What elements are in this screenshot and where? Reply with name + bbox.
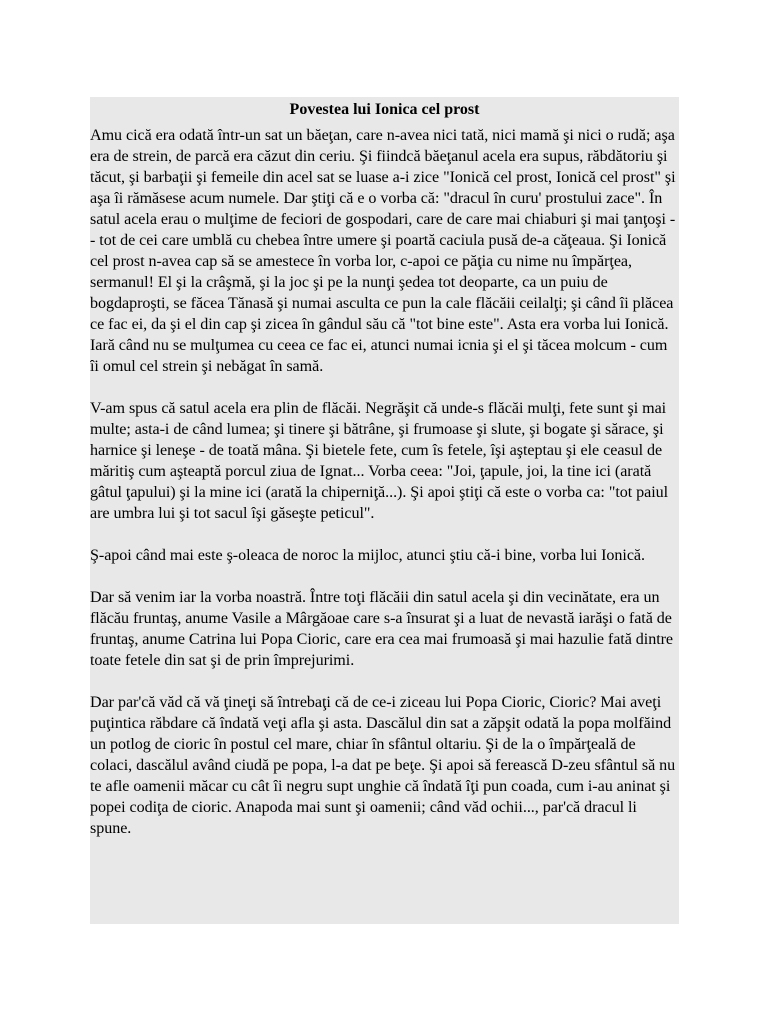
paragraph-5: Dar par'că văd că vă ţineţi să întrebaţi că de ce-i ziceau lui Popa Cioric, Cioric? Mai aveţi puţintica răbdare că îndată veţi afla şi asta. Dascălul din sat a zăpşit odată la popa molfăind un potlog de cioric în postul cel mare, chiar în sfântul oltariu. Şi de la o împărţeală de colaci, dascălul având ciudă pe popa, l-a dat pe beţe. Şi apoi să ferească D-zeu sfântul să nu te afle oamenii măcar cu cât îi negru supt unghie că îndată îţi pun coada, cum i-au aninat şi popei codiţa de cioric. Anapoda mai sunt şi oamenii; când văd ochii..., par'că dracul li spune. [90, 694, 676, 837]
document-page [90, 97, 679, 924]
paragraph-4: Dar să venim iar la vorba noastră. Între toţi flăcăii din satul acela şi din vecinătate, era un flăcău fruntaş, anume Vasile a Mârgăoae care s-a însurat şi a luat de nevastă iarăşi o fată de fruntaş, anume Catrina lui Popa Cioric, care era cea mai frumoasă şi mai hazulie fată dintre toate fetele din sat şi de prin împrejurimi. [90, 589, 674, 669]
paragraph-2: V-am spus că satul acela era plin de flăcăi. Negrăşit că unde-s flăcăi mulţi, fete sunt şi mai multe; asta-i de când lumea; şi tinere şi bătrâne, şi frumoase şi slute, şi bogate şi sărace, şi harnice şi leneşe - de toată mâna. Şi bietele fete, cum îs fetele, îşi aşteptau şi ele ceasul de măritiş cum aşteaptă porcul ziua de Ignat... Vorba ceea: "Joi, ţapule, joi, la tine ici (arată gâtul ţapului) şi la mine ici (arată la chiperniţă...). Şi apoi ştiţi că este o vorba ca: "tot paiul are umbra lui şi tot sacul îşi găseşte peticul". [90, 400, 669, 522]
document-title: Povestea lui Ionica cel prost [289, 101, 480, 118]
paragraph-3: Ş-apoi când mai este ş-oleaca de noroc la mijloc, atunci ştiu că-i bine, vorba lui Ionică. [90, 547, 646, 564]
paragraph-1: Amu cică era odată într-un sat un băeţan, care n-avea nici tată, nici mamă şi nici o rudă; aşa era de strein, de parcă era căzut din ceriu. Şi fiindcă băeţanul acela era supus, răbdătoriu şi tăcut, şi barbaţii şi femeile din acel sat se luase a-i zice "Ionică cel prost, Ionică cel prost" şi aşa îi rămăsese acum numele. Dar ştiţi că e o vorba că: "dracul în curu' prostului zace". În satul acela erau o mulţime de feciori de gospodari, care de care mai chiaburi şi mai ţanţoşi -- tot de cei care umblă cu chebea între umere şi poartă caciula pusă de-a căţeaua. Şi Ionică cel prost n-avea cap să se amestece în vorba lor, c-apoi ce păţia cu nime nu împărţea, sermanul! El şi la crâşmă, şi la joc şi pe la nunţi şedea tot deoparte, ca un puiu de bogdaproşti, se făcea Tănasă şi numai asculta ce pun la cale flăcăii ceilalţi; şi când îi plăcea ce fac ei, da şi el din cap şi zicea în gândul său că "tot bine este". Asta era vorba lui Ionică. Iară când nu se mulţumea cu ceea ce fac ei, atunci numai icnia şi el şi tăcea molcum - cum îi omul cel strein şi nebăgat în samă. [90, 127, 676, 375]
